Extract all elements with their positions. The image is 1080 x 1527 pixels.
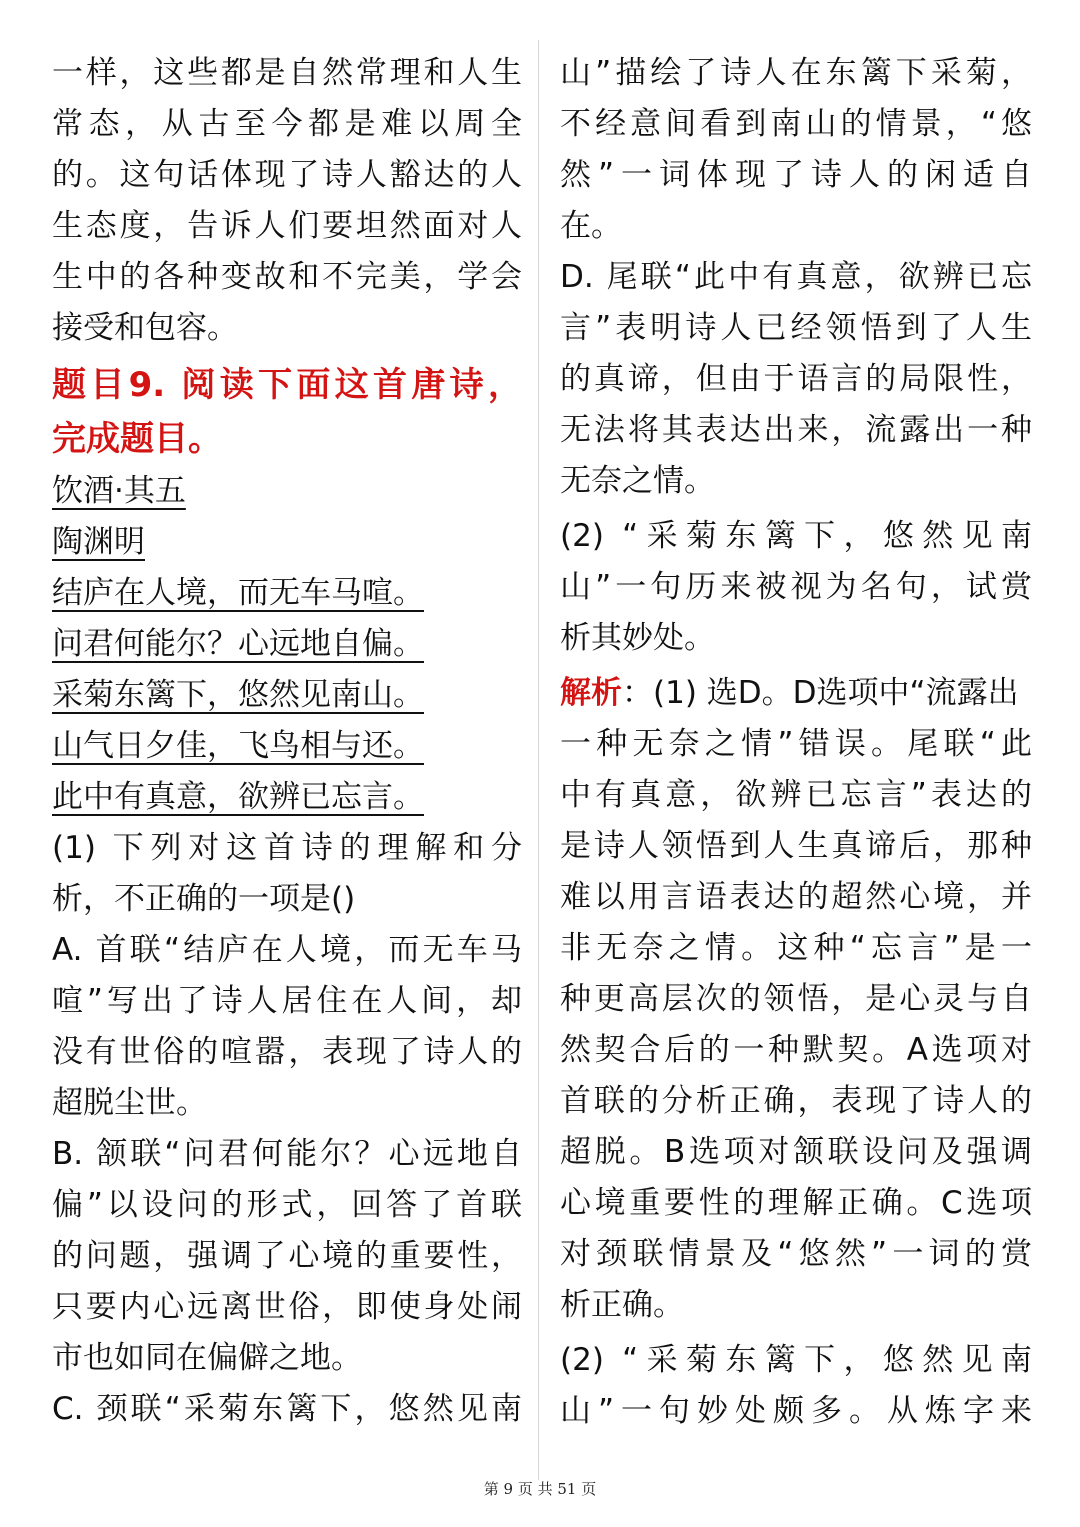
option-c-continued bbox=[560, 48, 1032, 252]
text-line: 接受和包容。 bbox=[52, 310, 238, 346]
text-line: 中有真意，欲辨已忘言”表达的 bbox=[560, 777, 1032, 813]
analysis bbox=[560, 668, 1032, 1331]
question-2 bbox=[560, 511, 1032, 664]
text-line: 析，不正确的一项是() bbox=[52, 881, 356, 917]
text-line: 析其妙处。 bbox=[560, 620, 715, 656]
text-line: 难以用言语表达的超然心境，并 bbox=[560, 879, 1032, 915]
text-line: 山”一句妙处颇多。从炼字来 bbox=[560, 1393, 1032, 1429]
text-line: 言”表明诗人已经领悟到了人生 bbox=[560, 310, 1032, 346]
text-line: 生态度，告诉人们要坦然面对人 bbox=[52, 208, 522, 244]
option-d bbox=[560, 252, 1032, 507]
text-line: 然”一词体现了诗人的闲适自 bbox=[560, 157, 1032, 193]
option-c bbox=[52, 1384, 522, 1435]
intro-paragraph bbox=[52, 48, 522, 354]
question-1 bbox=[52, 823, 522, 925]
poem-line: 山气日夕佳，飞鸟相与还。 bbox=[52, 728, 424, 764]
text-line: 然契合后的一种默契。A选项对 bbox=[560, 1032, 1032, 1068]
text-line: 对颈联情景及“悠然”一词的赏 bbox=[560, 1236, 1032, 1272]
text-line: 非无奈之情。这种“忘言”是一 bbox=[560, 930, 1032, 966]
text-line: D. 尾联“此中有真意，欲辨已忘 bbox=[560, 259, 1032, 295]
heading-line: 完成题目。 bbox=[52, 419, 222, 459]
text-line: 的真谛，但由于语言的局限性， bbox=[560, 361, 1032, 397]
analysis-text: ：(1) 选D。D选项中“流露出 bbox=[622, 675, 1019, 711]
text-line: 超脱尘世。 bbox=[52, 1085, 207, 1121]
left-column bbox=[52, 48, 522, 1435]
text-line: 一样，这些都是自然常理和人生 bbox=[52, 55, 522, 91]
text-line: 生中的各种变故和不完美，学会 bbox=[52, 259, 522, 295]
poem bbox=[52, 466, 522, 823]
text-line: (2) “采菊东篱下，悠然见南 bbox=[560, 1342, 1032, 1378]
poem-line: 结庐在人境，而无车马喧。 bbox=[52, 575, 424, 611]
text-line: (2) “采菊东篱下，悠然见南 bbox=[560, 518, 1032, 554]
text-line: 山”一句历来被视为名句，试赏 bbox=[560, 569, 1032, 605]
text-line: 心境重要性的理解正确。C选项 bbox=[560, 1185, 1032, 1221]
text-line: 山”描绘了诗人在东篱下采菊， bbox=[560, 55, 1032, 91]
text-line: 无法将其表达出来，流露出一种 bbox=[560, 412, 1032, 448]
poem-line: 此中有真意，欲辨已忘言。 bbox=[52, 779, 424, 815]
text-line: 不经意间看到南山的情景，“悠 bbox=[560, 106, 1032, 142]
poem-title: 饮酒·其五 bbox=[52, 473, 186, 509]
analysis-label: 解析 bbox=[560, 675, 622, 711]
text-line: 的。这句话体现了诗人豁达的人 bbox=[52, 157, 522, 193]
text-line: (1) 下列对这首诗的理解和分 bbox=[52, 830, 522, 866]
text-line: 种更高层次的领悟，是心灵与自 bbox=[560, 981, 1032, 1017]
text-line: 在。 bbox=[560, 208, 622, 244]
text-line: 首联的分析正确，表现了诗人的 bbox=[560, 1083, 1032, 1119]
heading-line: 题目9. 阅读下面这首唐诗， bbox=[52, 365, 522, 405]
text-line: 市也如同在偏僻之地。 bbox=[52, 1340, 362, 1376]
text-line: 偏”以设问的形式，回答了首联 bbox=[52, 1187, 522, 1223]
question-heading bbox=[52, 358, 522, 466]
text-line: 一种无奈之情”错误。尾联“此 bbox=[560, 726, 1032, 762]
text-line: 的问题，强调了心境的重要性， bbox=[52, 1238, 522, 1274]
right-column bbox=[560, 48, 1032, 1437]
option-a bbox=[52, 925, 522, 1129]
answer-2 bbox=[560, 1335, 1032, 1437]
text-line: 超脱。B选项对颔联设问及强调 bbox=[560, 1134, 1032, 1170]
text-line: B. 颔联“问君何能尔？心远地自 bbox=[52, 1136, 522, 1172]
poem-line: 采菊东篱下，悠然见南山。 bbox=[52, 677, 424, 713]
page-footer: 第 9 页 共 51 页 bbox=[483, 1480, 597, 1498]
text-line: 是诗人领悟到人生真谛后，那种 bbox=[560, 828, 1032, 864]
text-line: 只要内心远离世俗，即使身处闹 bbox=[52, 1289, 522, 1325]
poem-line: 问君何能尔？心远地自偏。 bbox=[52, 626, 424, 662]
text-line: A. 首联“结庐在人境，而无车马 bbox=[52, 932, 522, 968]
text-line: 常态，从古至今都是难以周全 bbox=[52, 106, 522, 142]
text-line: 没有世俗的喧嚣，表现了诗人的 bbox=[52, 1034, 522, 1070]
analysis-first-line bbox=[560, 668, 1032, 719]
poem-author: 陶渊明 bbox=[52, 524, 145, 560]
column-divider bbox=[538, 40, 539, 1480]
text-line: 析正确。 bbox=[560, 1287, 684, 1323]
text-line: 无奈之情。 bbox=[560, 463, 715, 499]
option-b bbox=[52, 1129, 522, 1384]
text-line: C. 颈联“采菊东篱下，悠然见南 bbox=[52, 1391, 522, 1427]
text-line: 喧”写出了诗人居住在人间，却 bbox=[52, 983, 522, 1019]
